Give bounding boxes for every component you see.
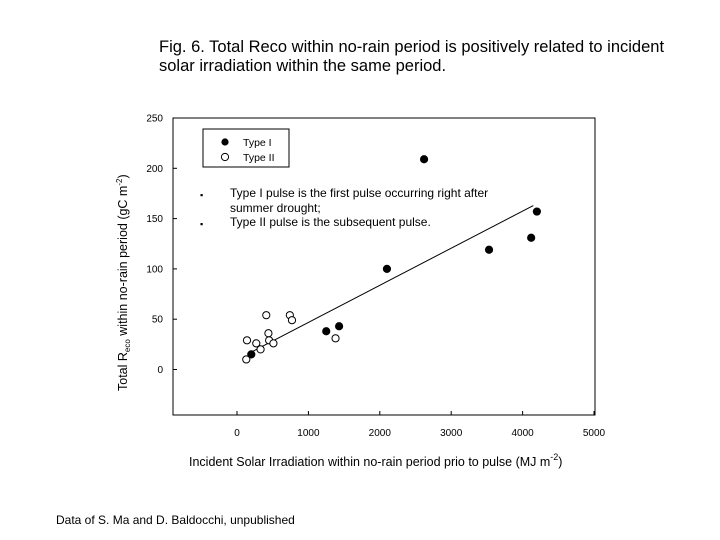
legend-label-type-ii: Type II	[243, 152, 275, 164]
slide-title: Fig. 6. Total Reco within no-rain period is positively related to incident solar irradiation within the same period.	[159, 38, 665, 75]
x-tick-label: 4000	[511, 428, 534, 439]
legend-marker-type-ii	[221, 153, 228, 160]
type-i-point	[336, 323, 343, 330]
x-tick-label: 1000	[297, 428, 320, 439]
y-tick-label: 200	[146, 163, 163, 175]
y-tick-label: 150	[146, 214, 163, 226]
y-tick-label: 100	[146, 264, 163, 276]
legend-label-type-i: Type I	[243, 137, 272, 149]
x-tick-label: 2000	[368, 428, 391, 439]
data-points	[243, 156, 541, 363]
type-ii-point	[243, 337, 250, 344]
type-i-point	[383, 265, 390, 272]
type-ii-point	[263, 312, 270, 319]
y-axis	[146, 114, 177, 377]
x-tick-label: 5000	[582, 428, 606, 439]
type-i-point	[485, 246, 492, 253]
type-ii-point	[288, 317, 295, 324]
bullet-dot-icon: ▪	[200, 190, 204, 200]
x-axis-label: Incident Solar Irradiation within no-rain period prio to pulse (MJ $m^{-2}$)	[189, 452, 563, 469]
type-i-point	[420, 156, 427, 163]
type-ii-point	[243, 356, 250, 363]
trend-line	[253, 206, 534, 352]
y-tick-label: 50	[151, 314, 163, 326]
bullet-dot-icon: ▪	[200, 219, 204, 229]
type-i-point	[323, 328, 330, 335]
type-i-point	[533, 208, 540, 215]
y-axis-label: Total $R_{eco}$ within no-rain period (gC $m^{-2}$)	[115, 174, 132, 391]
data-credit: Data of S. Ma and D. Baldocchi, unpublished	[56, 513, 295, 527]
type-i-point	[528, 234, 535, 241]
y-tick-label: 250	[146, 113, 163, 125]
x-tick-label: 3000	[440, 428, 463, 439]
type-ii-point	[265, 330, 272, 337]
bullet-text: Type I pulse is the first pulse occurring right after summer drought;	[230, 186, 489, 215]
y-tick-label: 0	[157, 365, 163, 376]
type-ii-point	[257, 346, 264, 353]
x-tick-label: 0	[234, 428, 240, 439]
bullet-text: Type II pulse is the subsequent pulse.	[230, 215, 431, 229]
type-ii-point	[270, 340, 277, 347]
legend-marker-type-i	[221, 138, 228, 145]
type-ii-point	[332, 335, 339, 342]
